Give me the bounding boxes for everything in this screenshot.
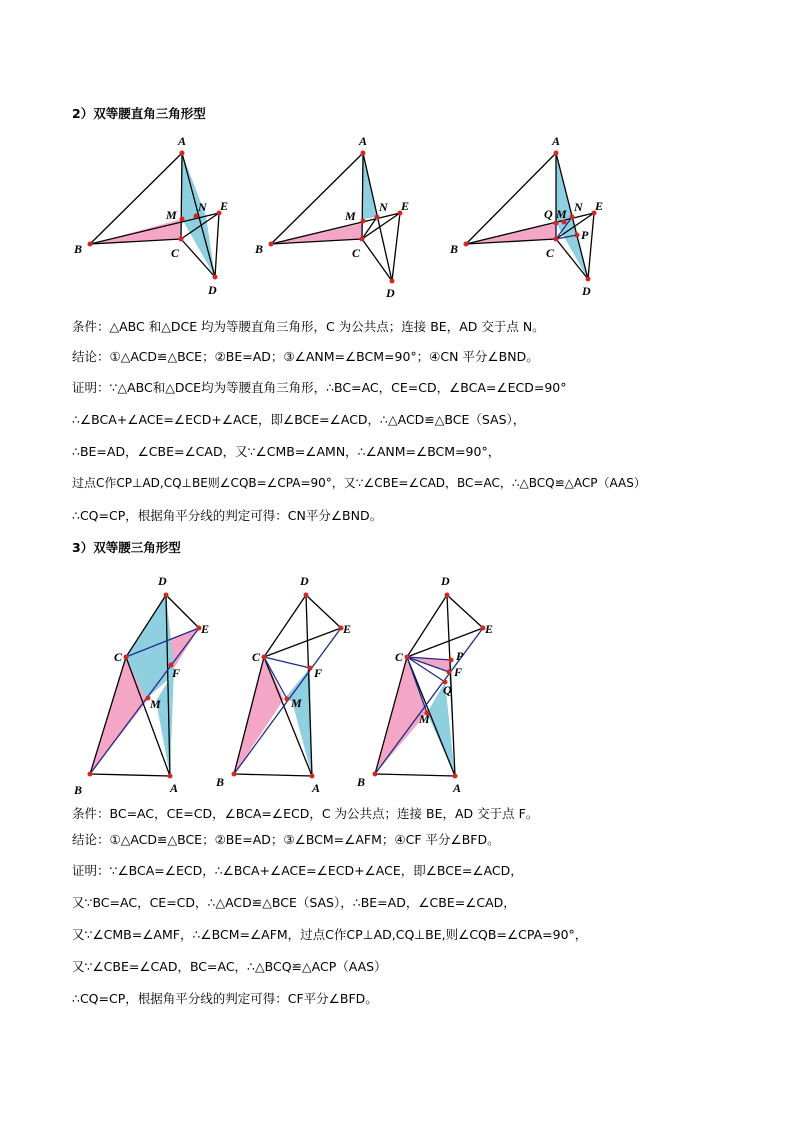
fig6-label-p: P bbox=[456, 649, 464, 663]
fig3-label-a: A bbox=[552, 134, 561, 148]
fig6-label-d: D bbox=[441, 574, 450, 588]
fig6-label-e: E bbox=[485, 622, 494, 636]
fig4-label-e: E bbox=[201, 622, 210, 636]
fig1-label-b: B bbox=[74, 242, 83, 256]
fig6-label-m: M bbox=[419, 712, 430, 726]
fig6-label-f: F bbox=[454, 665, 463, 679]
fig5-label-d: D bbox=[300, 574, 309, 588]
section-2-heading: 2）双等腰直角三角形型 bbox=[72, 106, 206, 121]
section-2-proof-line-2: ∴∠BCA+∠ACE=∠ECD+∠ACE，即∠BCE=∠ACD，∴△ACD≌△BCE（SAS）， bbox=[72, 412, 526, 427]
section-2-proof-line-4: 过点C作CP⊥AD,CQ⊥BE则∠CQB=∠CPA=90°，又∵∠CBE=∠CAD，BC=AC，∴△BCQ≌△ACP（AAS） bbox=[72, 476, 646, 490]
section-3-proof-line-5: ∴CQ=CP，根据角平分线的判定可得：CF平分∠BFD。 bbox=[72, 991, 378, 1006]
fig3-label-p: P bbox=[581, 228, 589, 242]
fig5-label-c: C bbox=[252, 650, 261, 664]
figure-6-isosceles-triangles bbox=[355, 570, 515, 800]
section-3-heading: 3）双等腰三角形型 bbox=[72, 540, 181, 555]
fig2-label-c: C bbox=[352, 246, 361, 260]
fig2-label-a: A bbox=[359, 134, 368, 148]
fig3-label-n: N bbox=[574, 200, 583, 214]
fig4-label-m: M bbox=[150, 697, 161, 711]
fig2-label-b: B bbox=[255, 242, 264, 256]
fig1-label-a: A bbox=[178, 134, 187, 148]
fig3-label-c: C bbox=[546, 246, 555, 260]
fig4-label-f: F bbox=[172, 666, 181, 680]
section-2-conclusion: 结论：①△ACD≌△BCE；②BE=AD；③∠ANM=∠BCM=90°；④CN 平分∠BND。 bbox=[72, 349, 539, 364]
fig3-label-q: Q bbox=[544, 207, 553, 221]
section-3-proof-line-4: 又∵∠CBE=∠CAD，BC=AC，∴△BCQ≌△ACP（AAS） bbox=[72, 959, 387, 974]
fig6-label-q: Q bbox=[443, 683, 452, 697]
fig4-label-b: B bbox=[74, 783, 83, 797]
fig1-label-n: N bbox=[198, 200, 207, 214]
fig5-label-m: M bbox=[291, 696, 302, 710]
section-3-proof-line-3: 又∵∠CMB=∠AMF，∴∠BCM=∠AFM，过点C作CP⊥AD,CQ⊥BE,则∠CQB=∠CPA=90°， bbox=[72, 927, 588, 942]
fig4-label-d: D bbox=[158, 574, 167, 588]
fig5-label-e: E bbox=[343, 622, 352, 636]
fig2-label-m: M bbox=[345, 209, 356, 223]
fig1-label-m: M bbox=[166, 208, 177, 222]
fig4-label-a: A bbox=[170, 781, 179, 795]
fig2-label-e: E bbox=[401, 199, 410, 213]
section-2-proof-line-5: ∴CQ=CP，根据角平分线的判定可得：CN平分∠BND。 bbox=[72, 508, 383, 523]
fig6-label-c: C bbox=[395, 650, 404, 664]
figure-2-isosceles-right-triangles bbox=[253, 133, 413, 301]
fig6-label-b: B bbox=[357, 775, 366, 789]
section-2-proof-line-3: ∴BE=AD，∠CBE=∠CAD，又∵∠CMB=∠AMN，∴∠ANM=∠BCM=90°， bbox=[72, 444, 501, 459]
fig6-label-a: A bbox=[453, 781, 462, 795]
section-3-proof-line-1: 证明：∵∠BCA=∠ECD，∴∠BCA+∠ACE=∠ECD+∠ACE，即∠BCE=∠ACD， bbox=[72, 863, 523, 878]
section-3-condition: 条件：BC=AC，CE=CD，∠BCA=∠ECD，C 为公共点；连接 BE，AD 交于点 F。 bbox=[72, 806, 539, 821]
figure-3-isosceles-right-triangles bbox=[448, 133, 618, 301]
fig1-label-d: D bbox=[208, 283, 217, 297]
fig3-label-e: E bbox=[595, 199, 604, 213]
fig2-label-n: N bbox=[379, 200, 388, 214]
fig5-label-b: B bbox=[216, 775, 225, 789]
figure-5-isosceles-triangles bbox=[214, 570, 364, 800]
fig1-label-c: C bbox=[171, 246, 180, 260]
fig1-label-e: E bbox=[220, 199, 229, 213]
section-3-conclusion: 结论：①△ACD≌△BCE；②BE=AD；③∠BCM=∠AFM；④CF 平分∠BFD。 bbox=[72, 832, 500, 847]
figure-4-isosceles-triangles bbox=[70, 570, 220, 800]
fig5-label-a: A bbox=[312, 781, 321, 795]
fig2-label-d: D bbox=[386, 286, 395, 300]
figure-1-isosceles-right-triangles bbox=[72, 133, 232, 301]
fig3-label-m: M bbox=[556, 207, 567, 221]
fig3-label-d: D bbox=[582, 284, 591, 298]
section-2-proof-line-1: 证明：∵△ABC和△DCE均为等腰直角三角形，∴BC=AC，CE=CD，∠BCA=∠ECD=90° bbox=[72, 380, 567, 395]
fig5-label-f: F bbox=[314, 666, 323, 680]
section-2-condition: 条件：△ABC 和△DCE 均为等腰直角三角形，C 为公共点；连接 BE，AD 交于点 N。 bbox=[72, 319, 545, 334]
section-3-proof-line-2: 又∵BC=AC，CE=CD，∴△ACD≌△BCE（SAS），∴BE=AD，∠CBE=∠CAD， bbox=[72, 895, 516, 910]
fig3-label-b: B bbox=[450, 242, 459, 256]
fig4-label-c: C bbox=[114, 650, 123, 664]
